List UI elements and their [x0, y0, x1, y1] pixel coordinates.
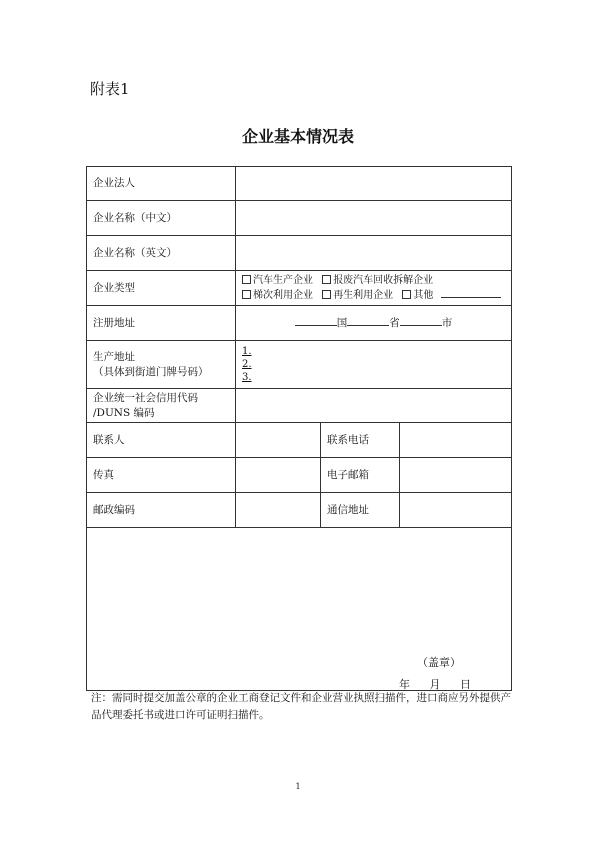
checkbox-cascade-utilization[interactable]: [242, 290, 251, 299]
contact-label: 联系人: [87, 423, 236, 458]
phone-label: 联系电话: [321, 423, 400, 458]
prod-address-label-main: 生产地址: [93, 351, 135, 364]
credit-code-label-sub: /DUNS 编码: [93, 406, 155, 419]
fax-label: 传真: [87, 458, 236, 493]
option-vehicle-manufacturer: 汽车生产企业: [253, 274, 313, 286]
row-production-address: [87, 341, 512, 389]
legal-person-field[interactable]: [236, 167, 512, 201]
province-unit: 省: [389, 317, 400, 330]
checkbox-other[interactable]: [402, 290, 411, 299]
contact-field[interactable]: [236, 423, 321, 458]
row-legal-person: [87, 167, 512, 201]
checkbox-scrap-dismantling[interactable]: [322, 275, 331, 284]
prod-address-item-2[interactable]: 2.: [242, 359, 252, 370]
mail-address-field[interactable]: [400, 493, 512, 528]
row-name-en: [87, 236, 512, 271]
other-blank-line[interactable]: [441, 287, 501, 298]
name-en-label: 企业名称（英文）: [87, 236, 236, 271]
credit-code-label-main: 企业统一社会信用代码: [93, 392, 198, 405]
prod-address-field: [236, 341, 512, 389]
credit-code-field[interactable]: [236, 389, 512, 423]
reg-address-field: [236, 306, 512, 341]
country-unit: 国: [336, 317, 348, 330]
type-label: 企业类型: [87, 271, 236, 306]
row-enterprise-type: [87, 271, 512, 306]
prod-address-label: [87, 341, 236, 389]
row-credit-code: [87, 389, 512, 423]
row-name-cn: [87, 201, 512, 236]
phone-field[interactable]: [400, 423, 512, 458]
province-blank[interactable]: [347, 315, 389, 326]
type-options: [236, 271, 512, 306]
prod-address-item-3[interactable]: 3.: [242, 372, 252, 383]
reg-address-label: 注册地址: [87, 306, 236, 341]
checkbox-recycling[interactable]: [322, 290, 331, 299]
name-cn-label: 企业名称（中文）: [87, 201, 236, 236]
legal-person-label: 企业法人: [87, 167, 236, 201]
document-title: 企业基本情况表: [241, 127, 354, 146]
fax-field[interactable]: [236, 458, 321, 493]
row-seal: [87, 528, 512, 691]
email-label: 电子邮箱: [321, 458, 400, 493]
postcode-field[interactable]: [236, 493, 321, 528]
appendix-label: 附表1: [90, 80, 130, 98]
name-cn-field[interactable]: [236, 201, 512, 236]
option-scrap-dismantling: 报废汽车回收拆解企业: [333, 274, 434, 286]
date-label: 年 月 日: [399, 678, 472, 691]
enterprise-info-table: [86, 166, 512, 691]
page-number: 1: [295, 782, 301, 791]
mail-address-label: 通信地址: [321, 493, 400, 528]
seal-label: （盖章）: [417, 656, 462, 669]
checkbox-vehicle-manufacturer[interactable]: [242, 275, 251, 284]
prod-address-label-sub: （具体到街道门牌号码）: [93, 365, 209, 378]
postcode-label: 邮政编码: [87, 493, 236, 528]
city-unit: 市: [441, 317, 453, 330]
option-cascade-utilization: 梯次利用企业: [253, 290, 313, 301]
prod-address-item-1[interactable]: 1.: [242, 346, 252, 357]
option-recycling: 再生利用企业: [333, 290, 394, 301]
row-contact: [87, 423, 512, 458]
country-blank[interactable]: [295, 315, 337, 326]
city-blank[interactable]: [400, 315, 442, 326]
email-field[interactable]: [400, 458, 512, 493]
seal-area: [87, 528, 512, 691]
row-registered-address: [87, 306, 512, 341]
row-fax: [87, 458, 512, 493]
footnote: 注：需同时提交加盖公章的企业工商登记文件和企业营业执照扫描件，进口商应另外提供产品代理委托书或进口许可证明扫描件。: [91, 692, 511, 721]
row-postcode: [87, 493, 512, 528]
option-other: 其他: [413, 290, 434, 301]
name-en-field[interactable]: [236, 236, 512, 271]
credit-code-label: [87, 389, 236, 423]
